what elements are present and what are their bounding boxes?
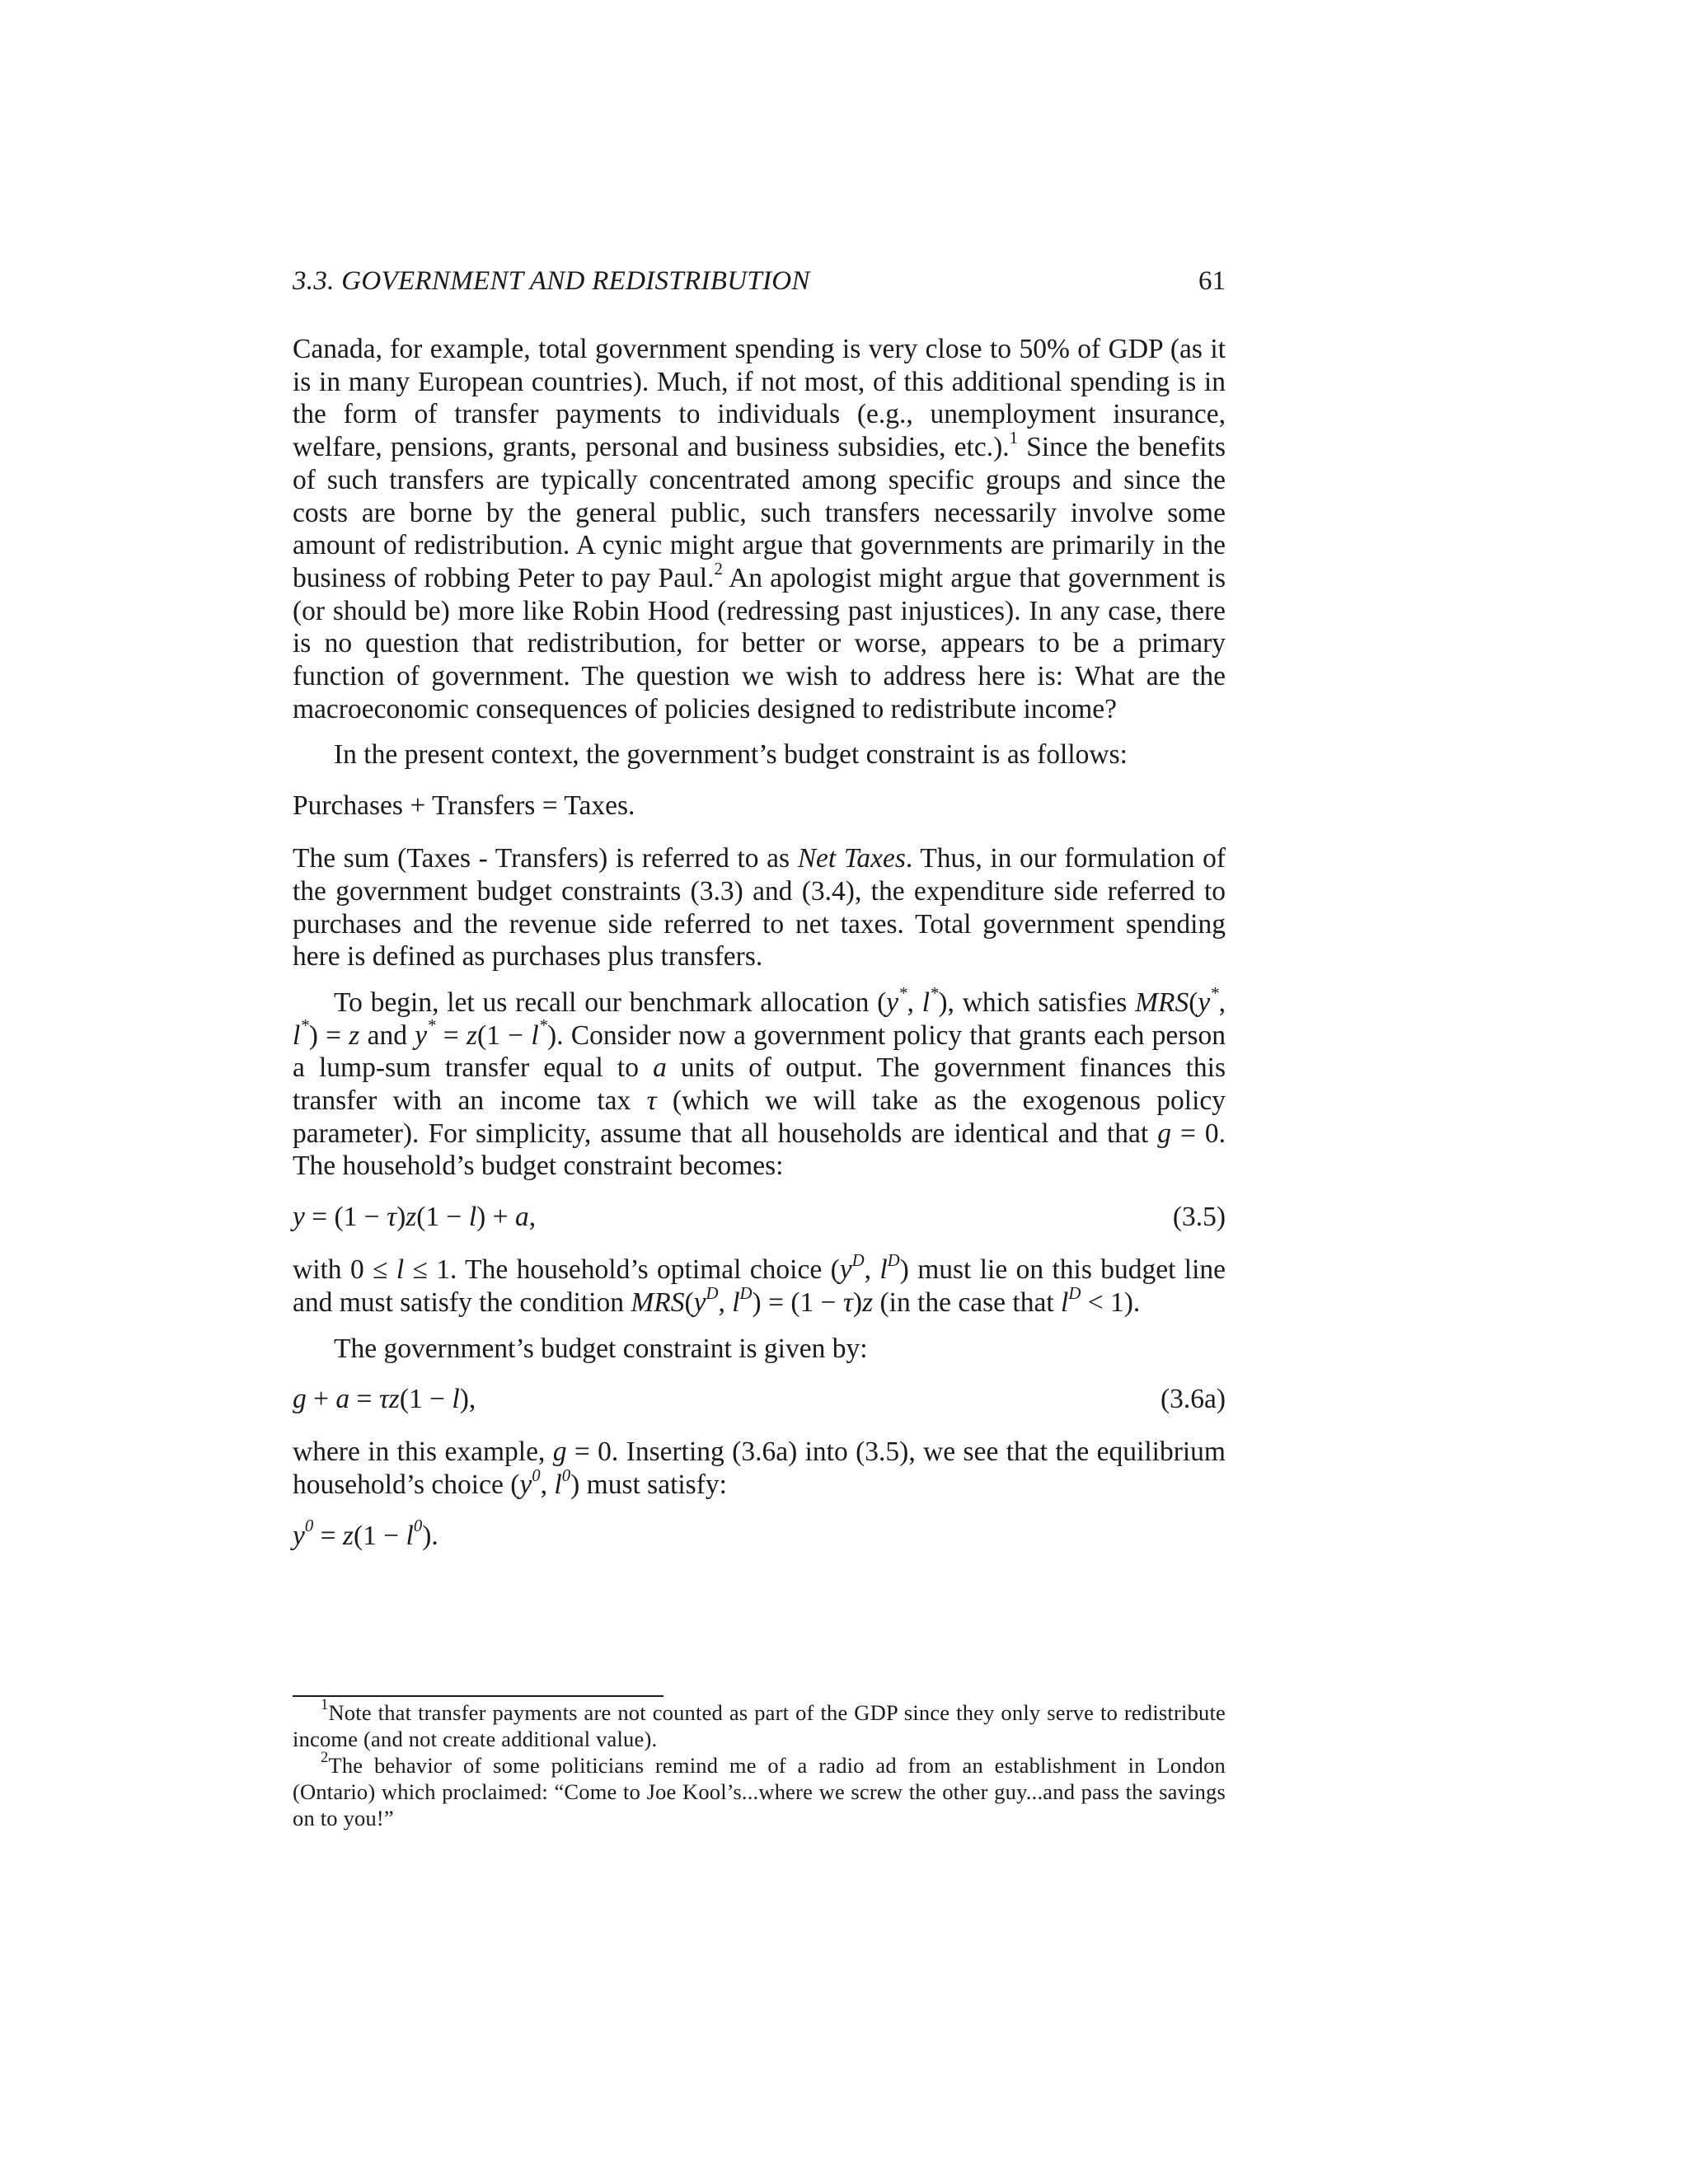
equation-3-5 <box>293 1201 1226 1234</box>
math-y0-l0: $y^0$, $l^0$ <box>519 1465 571 1500</box>
paragraph-4-text-f: (which we will take as the exogenous policy parameter). For simplicity, assume that all households are identical and that <box>293 1085 1226 1149</box>
paragraph-7-text-b: . Inserting (3.6a) into (3.5), we see that the equilibrium household’s choice ( <box>293 1436 1226 1500</box>
page-number: 61 <box>1198 266 1226 296</box>
paragraph-4-text-c: and <box>359 1019 415 1051</box>
equation-3-5-number: (3.5) <box>1172 1202 1226 1233</box>
paragraph-1-text-c: An apologist might argue that government is (or should be) more like Robin Hood (redressing past injustices). In any case, there is no question that redistribution, for better or worse, appears to be a primary function of government. The question we wish to address here is: What are the macroeconomic consequences of policies designed to redistribute income? <box>293 562 1226 724</box>
equation-y0 <box>293 1516 1226 1553</box>
footnote-ref-2: 2 <box>714 559 723 579</box>
footnote-ref-1: 1 <box>1009 428 1018 448</box>
footnote-1-text: Note that transfer payments are not counted as part of the GDP since they only serve to redistribute income (and not create additional value). <box>293 1700 1226 1751</box>
equation-3-6a-number: (3.6a) <box>1160 1384 1226 1415</box>
paragraph-3 <box>293 842 1226 973</box>
paragraph-4-text-d: . Consider now a government policy that grants each person a lump-sum transfer equal to <box>293 1019 1226 1084</box>
paragraph-2: In the present context, the government’s budget constraint is as follows: <box>334 739 1128 771</box>
paragraph-4-text-g: . The household’s budget constraint becomes: <box>293 1118 1226 1182</box>
paragraph-4-text-a: To begin, let us recall our benchmark allocation ( <box>334 987 887 1018</box>
footnote-2-text: The behavior of some politicians remind me of a radio ad from an establishment in London (Ontario) which proclaimed: “Come to Joe Kool’s...where we screw the other guy...and pass the savings on to you!” <box>293 1753 1226 1830</box>
running-header <box>293 262 1226 300</box>
paragraph-6: The government’s budget constraint is given by: <box>334 1333 868 1364</box>
equation-y0-body: $y^0 = z(1 - l^0)$. <box>293 1516 438 1551</box>
math-a: a <box>653 1052 667 1084</box>
equation-3-6a-body: g + a = τz(1 − l), <box>293 1384 476 1415</box>
paragraph-4-text-b: ), which satisfies <box>938 987 1136 1018</box>
body-text <box>293 333 1226 1553</box>
paragraph-5-text-c: ) must lie on this budget line and must satisfy the condition <box>293 1254 1226 1318</box>
footnote-divider <box>293 1695 663 1697</box>
footnote-2 <box>293 1749 1226 1831</box>
paragraph-5-text-b: . The household’s optimal choice ( <box>450 1254 840 1286</box>
math-mrs-D: $MRS(y^D$, $l^D) = (1 - \tau)z$ <box>631 1283 874 1318</box>
equation-budget-identity <box>293 790 1226 823</box>
section-title: 3.3. GOVERNMENT AND REDISTRIBUTION <box>293 266 810 296</box>
footnote-2-marker: 2 <box>321 1749 329 1767</box>
math-yD-lD: $y^D$, $l^D$ <box>839 1250 900 1286</box>
paragraph-5 <box>293 1250 1226 1319</box>
paragraph-5-text-a: with <box>293 1254 350 1286</box>
footnotes <box>293 1696 1226 1831</box>
equation-3-5-body: y = (1 − τ)z(1 − l) + a, <box>293 1202 537 1233</box>
paragraph-3-text-b: . Thus, in our formulation of the government budget constraints (3.3) and (3.4), the expenditure side referred to purchases and the revenue side referred to net taxes. Total government spending here is defined as purchases plus transfers. <box>293 843 1226 972</box>
math-lD-lt: $l^D < 1$ <box>1061 1283 1124 1318</box>
paragraph-1 <box>293 333 1226 725</box>
math-l-range: 0 ≤ l ≤ 1 <box>349 1254 451 1286</box>
footnote-1-marker: 1 <box>321 1696 329 1714</box>
paragraph-7-text-a: where in this example, <box>293 1436 553 1468</box>
math-tau: τ <box>646 1085 657 1117</box>
footnote-1 <box>293 1696 1226 1752</box>
paragraph-7-text-c: ) must satisfy: <box>570 1469 727 1500</box>
page <box>293 262 1226 1572</box>
paragraph-5-text-e: ). <box>1123 1286 1141 1318</box>
math-ystar-lstar: y*, l* <box>886 983 939 1018</box>
paragraph-4 <box>293 983 1226 1183</box>
net-taxes-term: Net Taxes <box>797 843 906 874</box>
paragraph-7 <box>293 1436 1226 1501</box>
math-g-zero-2: g = 0 <box>552 1436 612 1468</box>
paragraph-3-text-a: The sum (Taxes - Transfers) is referred to as <box>293 843 798 874</box>
paragraph-5-text-d: (in the case that <box>873 1286 1062 1318</box>
paragraph-1-text-b: Since the benefits of such transfers are typically concentrated among specific groups and since the costs are borne by the general public, such transfers necessarily involve some amount of redistribution. A cynic might argue that governments are primarily in the business of robbing Peter to pay Paul. <box>293 432 1226 593</box>
math-ystar-eq: y* = z(1 − l*) <box>415 1016 557 1051</box>
equation-3-6a <box>293 1383 1226 1416</box>
paragraph-1-text-a: Canada, for example, total government spending is very close to 50% of GDP (as it is in many European countries). Much, if not most, of this additional spending is in the form of transfer payments to individuals (e.g., unemployment insurance, welfare, pensions, grants, personal and business subsidies, etc.). <box>293 334 1226 463</box>
math-mrs-star: MRS(y*, l*) = z <box>293 983 1226 1051</box>
equation-budget-identity-text: Purchases + Transfers = Taxes. <box>293 790 635 822</box>
math-g-zero: g = 0 <box>1157 1118 1219 1149</box>
paragraph-4-text-e: units of output. The government finances this transfer with an income tax <box>293 1052 1226 1117</box>
